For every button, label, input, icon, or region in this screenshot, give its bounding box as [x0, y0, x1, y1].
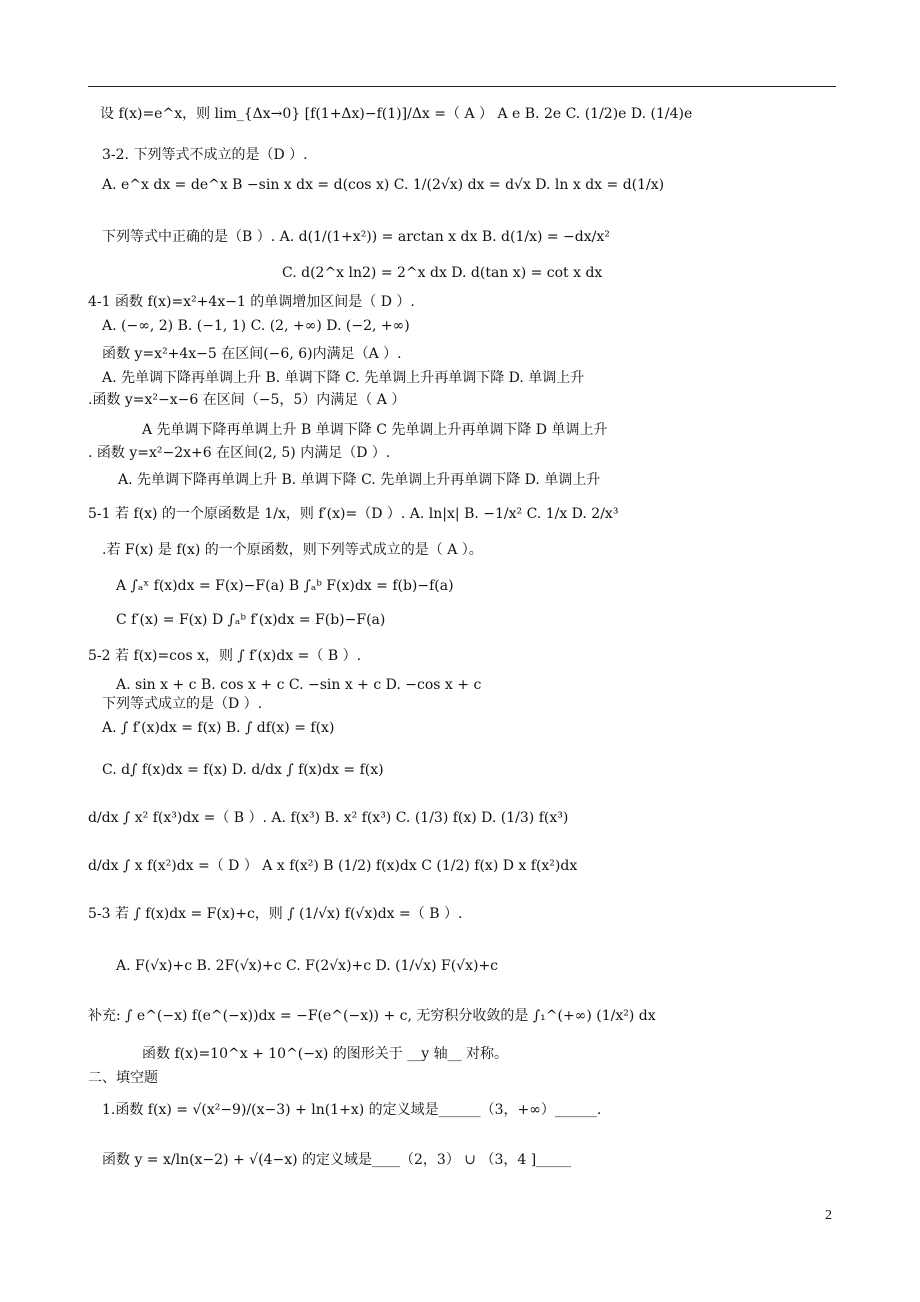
- text-line: d/dx ∫ x² f(x³)dx =（ B ）. A. f(x³) B. x² f(x³) C. (1/3) f(x) D. (1/3) f(x³): [88, 810, 569, 826]
- text-line: 1.函数 f(x) = √(x²−9)/(x−3) + ln(1+x) 的定义域是______（3，+∞）______.: [102, 1102, 602, 1118]
- text-line: C. d∫ f(x)dx = f(x) D. d/dx ∫ f(x)dx = f(x): [102, 762, 384, 778]
- text-line: A. e^x dx = de^x B −sin x dx = d(cos x) C. 1/(2√x) dx = d√x D. ln x dx = d(1/x): [102, 177, 665, 193]
- text-line: .函数 y=x²−x−6 在区间（−5，5）内满足（ A ）: [88, 392, 406, 408]
- text-line: A ∫ₐˣ f(x)dx = F(x)−F(a) B ∫ₐᵇ F(x)dx = f(b)−f(a): [116, 578, 454, 594]
- text-line: C f′(x) = F(x) D ∫ₐᵇ f′(x)dx = F(b)−F(a): [116, 612, 386, 628]
- page-number: 2: [825, 1208, 832, 1223]
- text-line: A. 先单调下降再单调上升 B. 单调下降 C. 先单调上升再单调下降 D. 单调上升: [118, 472, 601, 488]
- text-line: A. F(√x)+c B. 2F(√x)+c C. F(2√x)+c D. (1/√x) F(√x)+c: [116, 958, 499, 974]
- text-line: d/dx ∫ x f(x²)dx =（ D ） A x f(x²) B (1/2) f(x)dx C (1/2) f(x) D x f(x²)dx: [88, 858, 578, 874]
- text-line: A 先单调下降再单调上升 B 单调下降 C 先单调上升再单调下降 D 单调上升: [142, 422, 608, 438]
- text-line: 二、填空题: [88, 1070, 158, 1086]
- text-line: 设 f(x)=e^x，则 lim_{Δx→0} [f(1+Δx)−f(1)]/Δx =（ A ） A e B. 2e C. (1/2)e D. (1/4)e: [100, 106, 693, 122]
- text-line: 5-1 若 f(x) 的一个原函数是 1/x，则 f′(x)=（D ）. A. ln|x| B. −1/x² C. 1/x D. 2/x³: [88, 506, 619, 522]
- text-line: 下列等式成立的是（D ）.: [102, 696, 263, 712]
- text-line: A. ∫ f′(x)dx = f(x) B. ∫ df(x) = f(x): [102, 720, 335, 736]
- text-line: C. d(2^x ln2) = 2^x dx D. d(tan x) = cot x dx: [282, 265, 603, 281]
- header-rule: [88, 86, 836, 87]
- text-line: 函数 f(x)=10^x + 10^(−x) 的图形关于 __y 轴__ 对称。: [142, 1046, 509, 1062]
- text-line: A. (−∞, 2) B. (−1, 1) C. (2, +∞) D. (−2, +∞): [102, 318, 410, 334]
- text-line: 4-1 函数 f(x)=x²+4x−1 的单调增加区间是（ D ）.: [88, 294, 415, 310]
- text-line: 下列等式中正确的是（B ）. A. d(1/(1+x²)) = arctan x dx B. d(1/x) = −dx/x²: [102, 229, 610, 245]
- text-line: A. 先单调下降再单调上升 B. 单调下降 C. 先单调上升再单调下降 D. 单调上升: [102, 370, 585, 386]
- text-line: 5-3 若 ∫ f(x)dx = F(x)+c，则 ∫ (1/√x) f(√x)dx =（ B ）.: [88, 906, 463, 922]
- text-line: 3-2. 下列等式不成立的是（D ）.: [102, 147, 308, 163]
- text-line: . 函数 y=x²−2x+6 在区间(2, 5) 内满足（D ）.: [88, 445, 391, 461]
- text-line: 5-2 若 f(x)=cos x，则 ∫ f′(x)dx =（ B ）.: [88, 648, 362, 664]
- text-line: .若 F(x) 是 f(x) 的一个原函数，则下列等式成立的是（ A ）。: [102, 542, 483, 558]
- text-line: A. sin x + c B. cos x + c C. −sin x + c D. −cos x + c: [116, 677, 482, 693]
- text-line: 补充: ∫ e^(−x) f(e^(−x))dx = −F(e^(−x)) + c, 无穷积分收敛的是 ∫₁^(+∞) (1/x²) dx: [88, 1008, 656, 1024]
- text-line: 函数 y=x²+4x−5 在区间(−6, 6)内满足（A ）.: [102, 346, 402, 362]
- text-line: 函数 y = x/ln(x−2) + √(4−x) 的定义域是____（2，3） ∪ （3，4 ]_____: [102, 1152, 572, 1168]
